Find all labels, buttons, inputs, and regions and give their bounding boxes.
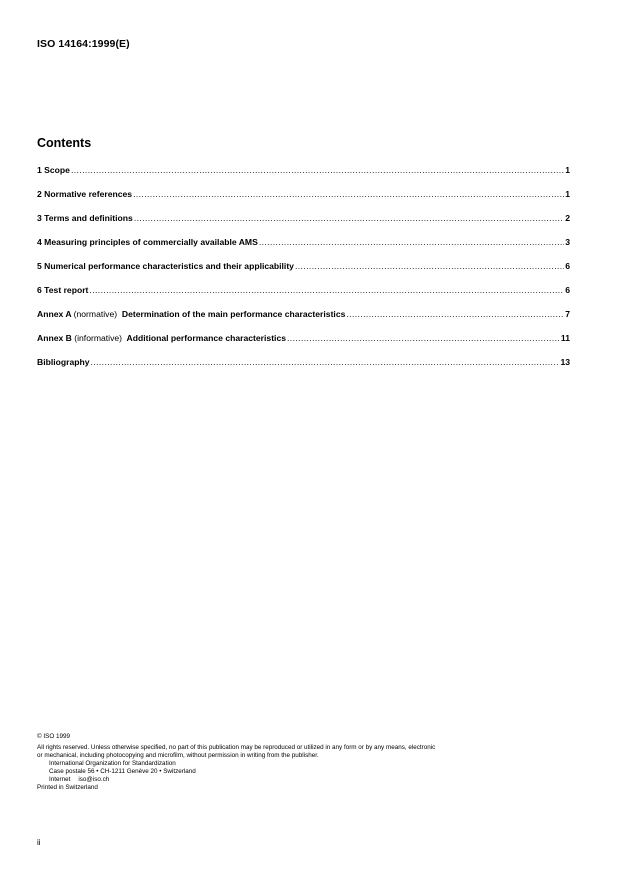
toc-leader-dots [134, 212, 564, 224]
toc-entry-page: 11 [560, 333, 570, 343]
toc-entry-title [37, 308, 345, 320]
toc-entry-page: 6 [565, 261, 570, 271]
toc-entry-page: 1 [565, 165, 570, 175]
toc-entry-title: 4 Measuring principles of commercially available AMS [37, 237, 258, 247]
toc-entry-page: 13 [560, 357, 570, 367]
annex-label: Annex A [37, 309, 72, 319]
annex-status: (normative) [73, 309, 118, 319]
toc-entry-terms-and-definitions[interactable] [37, 212, 570, 224]
rights-statement-line-1: All rights reserved. Unless otherwise specified, no part of this publication may be reproduced or utilized in any form or by any means, electronic [37, 744, 436, 751]
copyright-line: © ISO 1999 [37, 733, 70, 740]
printed-location: Printed in Switzerland [37, 784, 98, 791]
toc-entry-bibliography[interactable] [37, 356, 570, 368]
toc-entry-page: 7 [565, 309, 570, 319]
toc-entry-measuring-principles[interactable] [37, 236, 570, 248]
toc-entry-page: 3 [565, 237, 570, 247]
toc-leader-dots [71, 164, 564, 176]
annex-title: Additional performance characteristics [126, 333, 286, 343]
internet-email-link[interactable]: iso@iso.ch [78, 776, 110, 783]
toc-leader-dots [133, 188, 564, 200]
toc-entry-numerical-performance[interactable] [37, 260, 570, 272]
annex-status: (informative) [74, 333, 123, 343]
toc-leader-dots [259, 236, 564, 248]
organization-internet [37, 776, 577, 784]
toc-entry-page: 6 [565, 285, 570, 295]
organization-name: International Organization for Standardization [49, 760, 176, 767]
toc-entry-test-report[interactable] [37, 284, 570, 296]
organization-address: Case postale 56 • CH-1211 Genève 20 • Switzerland [49, 768, 196, 775]
toc-leader-dots [295, 260, 564, 272]
annex-label: Annex B [37, 333, 72, 343]
internet-label: Internet [49, 776, 71, 783]
toc-entry-title [37, 332, 286, 344]
toc-entry-scope[interactable] [37, 164, 570, 176]
document-id-header: ISO 14164:1999(E) [37, 38, 130, 50]
annex-title: Determination of the main performance characteristics [121, 309, 346, 319]
toc-entry-annex-b[interactable] [37, 332, 570, 344]
toc-entry-page: 2 [565, 213, 570, 223]
toc-leader-dots [89, 284, 564, 296]
table-of-contents [37, 164, 570, 380]
rights-statement-line-2: or mechanical, including photocopying and microfilm, without permission in writing from the publisher. [37, 752, 319, 759]
contents-heading: Contents [37, 136, 92, 150]
page-number: ii [37, 838, 41, 847]
toc-entry-title: 2 Normative references [37, 189, 133, 199]
toc-entry-title: 6 Test report [37, 285, 89, 295]
toc-entry-title: 3 Terms and definitions [37, 213, 133, 223]
toc-leader-dots [91, 356, 560, 368]
toc-leader-dots [287, 332, 560, 344]
copyright-notice [37, 733, 577, 792]
toc-entry-normative-references[interactable] [37, 188, 570, 200]
toc-entry-title: 1 Scope [37, 165, 70, 175]
toc-entry-title: 5 Numerical performance characteristics and their applicability [37, 261, 294, 271]
toc-leader-dots [346, 308, 564, 320]
toc-entry-page: 1 [565, 189, 570, 199]
toc-entry-title: Bibliography [37, 357, 90, 367]
toc-entry-annex-a[interactable] [37, 308, 570, 320]
